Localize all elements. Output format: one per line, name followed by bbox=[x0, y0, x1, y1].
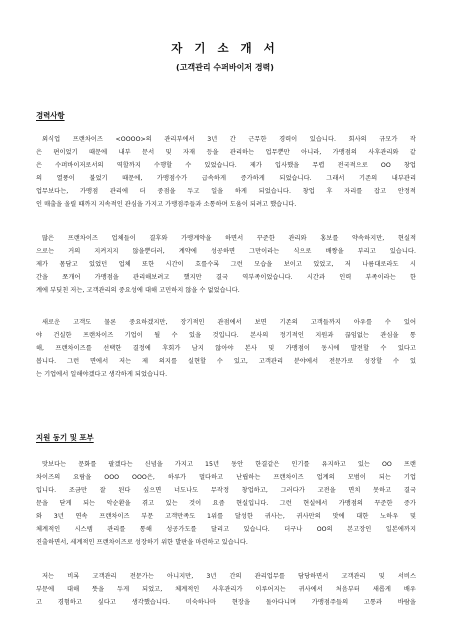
paragraph-line: 은 수퍼바이저로서의 역할까지 수행할 수 있었습니다. 제가 입사했을 무렵 전국적으로 OO 창업 bbox=[36, 162, 416, 169]
paragraph-line: 업무보다는, 가맹점 관리에 더 중점을 두고 일을 하게 되었습니다. 창업 후 자리를 잡고 안정적 bbox=[36, 188, 416, 195]
paragraph-line: 입니다. 조금만 잘 된다 싶으면 너도나도 무작정 창업하고, 그러다가 고전을 면치 못하고 결국 bbox=[36, 487, 416, 494]
paragraph-line: 체계적인 시스템 관리를 통해 성공가도를 달리고 있습니다. 더구나 OO의 본고장인 일본에까지 bbox=[36, 526, 416, 533]
paragraph-line: 맛보다는 문화를 팔겠다는 신념을 가지고 15년 동안 한결같은 인기를 유지하고 있는 OO 프랜 bbox=[42, 461, 416, 468]
paragraph-line: 간을 쪼개어 가맹점을 관리해보려고 했지만 결국 역부족이었습니다. 시간과 인력 부족이라는 한 bbox=[36, 274, 416, 281]
section-heading-career: 경력사항 bbox=[36, 111, 65, 120]
paragraph-line: 인 매출을 올릴 때까지 지속적인 관심을 가지고 가맹점주들과 소통하며 도움이 되려고 했습니다. bbox=[36, 201, 297, 208]
paragraph-line: 많은 프랜차이즈 업체들이 결후와 가맹계약을 하면서 꾸준한 관리와 홍보를 약속하지만, 현실적 bbox=[42, 235, 416, 242]
paragraph-line: 해, 프랜차이즈를 선택한 결정에 후회가 남지 않아야 본사 및 가맹점이 동시에 발전할 수 있다고 bbox=[36, 345, 416, 352]
paragraph-line: 와 3년 연속 프랜차이즈 부문 고객만족도 1위를 달성한 귀사는, 귀사만의 맛에 대한 노하우 및 bbox=[36, 513, 416, 520]
paragraph-line: 는 기업에서 일해야겠다고 생각하게 되었습니다. bbox=[36, 371, 168, 378]
paragraph-line: 문을 닫게 되는 악순환을 겪고 있는 것이 요즘 현실입니다. 그런 현실에서 가맹점의 꾸준한 증가 bbox=[36, 500, 416, 507]
document-subtitle: (고객관리 수퍼바이저 경력) bbox=[176, 63, 274, 72]
paragraph-line: 봅니다. 그런 면에서 저는 제 의지를 실현할 수 있고, 고객관리 분야에서 전문가로 성장할 수 있 bbox=[36, 358, 416, 365]
paragraph-line: 제가 몸담고 있었던 업체 또한 시간이 흐를수록 그런 모습을 보이고 있었고, 저 나름대로라도 시 bbox=[36, 261, 416, 268]
paragraph-line: 진출하면서, 세계적인 프랜차이즈로 성장하기 위한 발판을 마련하고 있습니다. bbox=[36, 539, 248, 546]
paragraph-line: 야 건실한 프랜차이즈 기업이 될 수 있을 것입니다. 본사의 정기적인 지원과 끊임없는 관심을 통 bbox=[36, 332, 416, 339]
section-heading-motivation: 지원 동기 및 포부 bbox=[36, 433, 94, 442]
paragraph-line: 의 열풍이 불었기 때문에, 가맹점수가 급속하게 증가하게 되었습니다. 그래서 기존의 내부관리 bbox=[36, 175, 416, 182]
paragraph-line: 외식업 프랜차이즈 <OOOO>의 관리부에서 3년 간 근무한 경력이 있습니다. 회사의 규모가 작 bbox=[42, 136, 416, 143]
paragraph-line: 으로는 거의 지켜지지 않을뿐더러, 계약에 성공하면 그만이라는 식으로 배짱을 부리고 있습니다. bbox=[36, 248, 416, 255]
document-title: 자 기 소 개 서 bbox=[171, 41, 279, 55]
paragraph-line: 차이즈의 요람을 OOO OOO은, 하루가 멀다하고 난립하는 프랜차이즈 업계의 모범이 되는 기업 bbox=[36, 474, 416, 481]
paragraph-line: 계에 부딪친 저는, 고객관리의 중요성에 대해 고민하지 않을 수 없었습니다. bbox=[36, 287, 240, 294]
paragraph-line: 부문에 대해 뜻을 두게 되었고, 체계적인 사후관리가 이루어지는 귀사에서 처음부터 새롭게 배우 bbox=[36, 586, 416, 593]
paragraph-line: 새로운 고객도 물론 중요하겠지만, 장기적인 관점에서 보면 기존의 고객들까지 아우를 수 있어 bbox=[42, 319, 416, 326]
paragraph-line: 저는 비록 고객관리 전문가는 아니지만, 3년 간의 관리업무를 담당하면서 고객관리 및 서비스 bbox=[42, 573, 416, 580]
paragraph-line: 은 편이었기 때문에 내부 문서 및 자재 등을 관리하는 업무뿐만 아니라, 가맹점의 사후관리와 같 bbox=[36, 149, 416, 156]
paragraph-line: 고 경험하고 싶다고 생각했습니다. 미숙하나마 현장을 돌아다니며 가맹점주들의 고통과 바람을 bbox=[36, 599, 416, 606]
